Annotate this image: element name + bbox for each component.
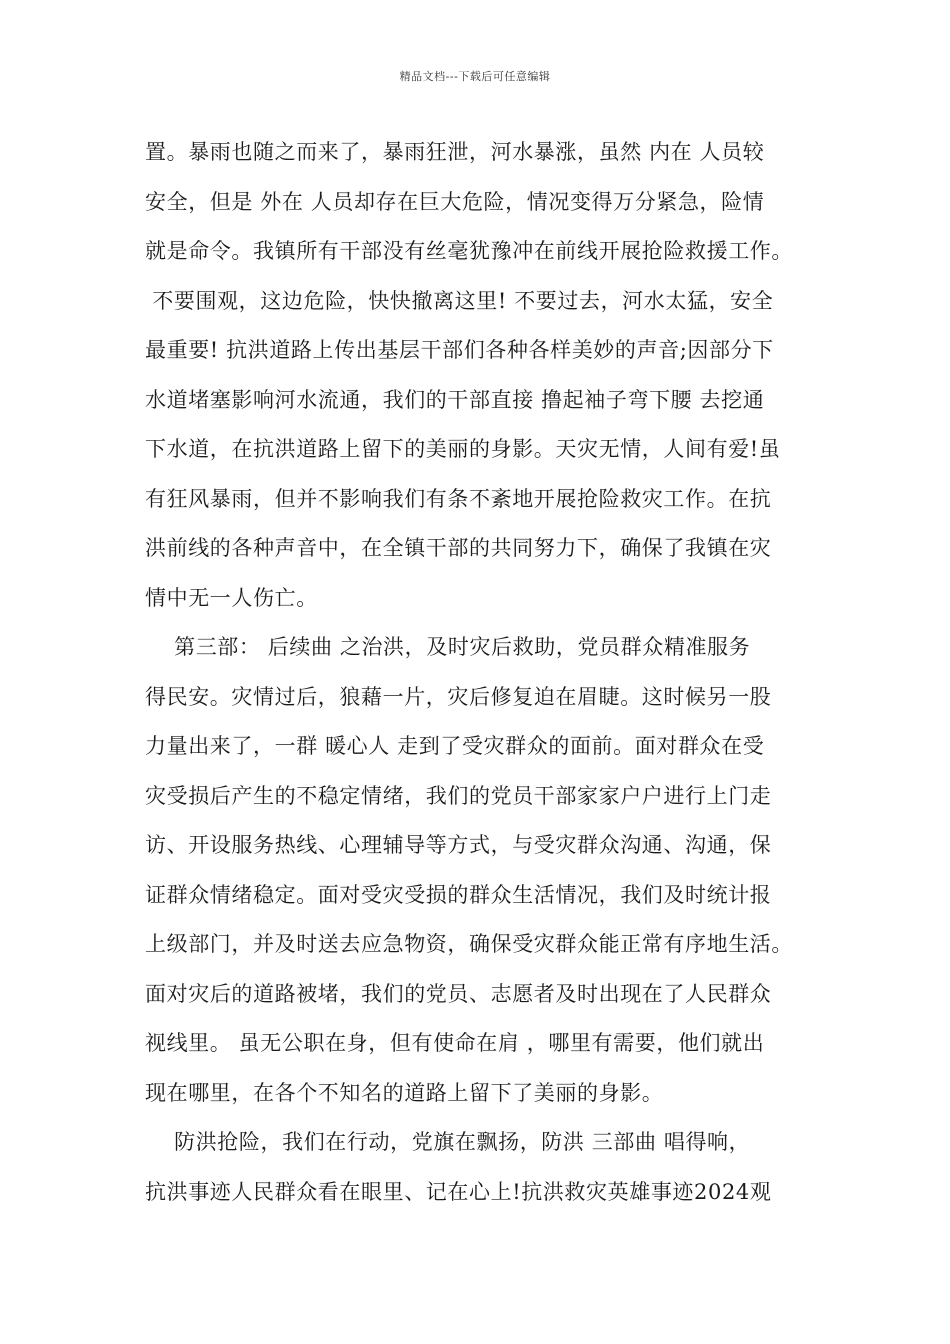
text-line: 访、开设服务热线、心理辅导等方式，与受灾群众沟通、沟通，保 — [145, 833, 772, 857]
document-body — [145, 128, 825, 1217]
text-line: 下水道，在抗洪道路上留下的美丽的身影。天灾无情，人间有爱!虽 — [145, 437, 781, 461]
text-line: 灾受损后产生的不稳定情绪，我们的党员干部家家户户进行上门走 — [145, 783, 772, 808]
text-line: 抗洪事迹人民群众看在眼里、记在心上!抗洪救灾英雄事迹2024观 — [145, 1179, 772, 1204]
text-line: 面对灾后的道路被堵，我们的党员、志愿者及时出现在了人民群众 — [145, 981, 772, 1006]
text-line: 视线里。 虽无公职在身，但有使命在肩 ，哪里有需要，他们就出 — [145, 1031, 765, 1055]
paragraph — [145, 623, 825, 1118]
paragraph — [145, 1118, 825, 1217]
text-line: 证群众情绪稳定。面对受灾受损的群众生活情况，我们及时统计报 — [145, 882, 772, 907]
text-line: 安全，但是 外在 人员却存在巨大危险，情况变得万分紧急，险情 — [145, 189, 765, 214]
text-line: 第三部： 后续曲 之治洪，及时灾后救助，党员群众精准服务 — [145, 635, 751, 659]
text-line: 防洪抢险，我们在行动，党旗在飘扬，防洪 三部曲 唱得响， — [145, 1130, 751, 1154]
text-line: 不要围观，这边危险，快快撤离这里! 不要过去，河水太猛，安全 — [145, 288, 774, 313]
text-line: 置。暴雨也随之而来了，暴雨狂泄，河水暴涨，虽然 内在 人员较 — [145, 140, 765, 164]
text-line: 得民安。灾情过后，狼藉一片，灾后修复迫在眉睫。这时候另一股 — [145, 684, 772, 709]
text-line: 最重要! 抗洪道路上传出基层干部们各种各样美妙的声音;因部分下 — [145, 338, 774, 362]
text-line: 就是命令。我镇所有干部没有丝毫犹豫冲在前线开展抢险救援工作。 — [145, 239, 793, 263]
text-line: 有狂风暴雨，但并不影响我们有条不紊地开展抢险救灾工作。在抗 — [145, 486, 772, 511]
text-line: 力量出来了，一群 暖心人 走到了受灾群众的面前。面对群众在受 — [145, 734, 765, 758]
text-line: 现在哪里，在各个不知名的道路上留下了美丽的身影。 — [145, 1080, 664, 1105]
text-line: 上级部门，并及时送去应急物资，确保受灾群众能正常有序地生活。 — [145, 932, 793, 956]
page-header: 精品文档---下载后可任意编辑 — [399, 70, 551, 83]
text-line: 洪前线的各种声音中，在全镇干部的共同努力下，确保了我镇在灾 — [145, 536, 772, 560]
text-line: 水道堵塞影响河水流通，我们的干部直接 撸起袖子弯下腰 去挖通 — [145, 387, 765, 412]
paragraph — [145, 128, 825, 623]
text-line: 情中无一人伤亡。 — [145, 585, 318, 610]
